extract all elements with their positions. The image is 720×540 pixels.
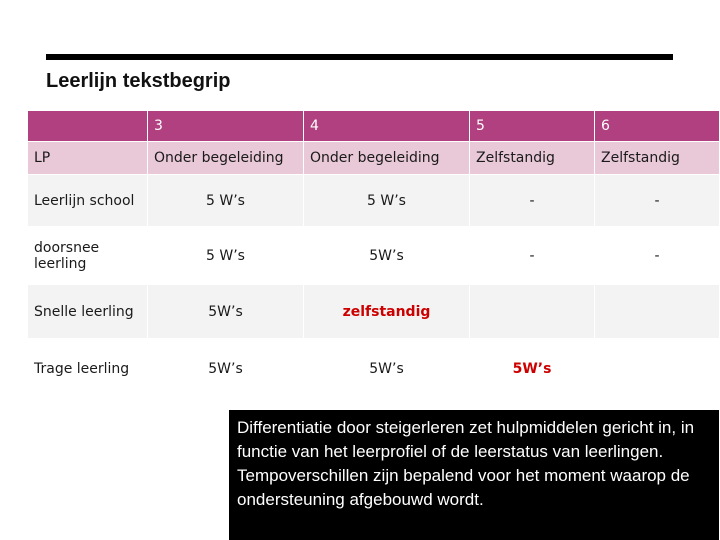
table-cell: - xyxy=(470,227,595,285)
table-row xyxy=(28,285,720,339)
table-cell: - xyxy=(595,227,720,285)
header-cell-empty xyxy=(28,111,148,142)
row-label: Leerlijn school xyxy=(28,175,148,227)
header-cell-level-4: Onder begeleiding xyxy=(304,142,470,175)
table-cell: 5W’s xyxy=(304,339,470,399)
highlight-cell: zelfstandig xyxy=(304,285,470,339)
table-cell xyxy=(470,285,595,339)
header-cell-grade-3: 3 xyxy=(148,111,304,142)
learning-line-table xyxy=(27,110,720,399)
highlight-cell: 5W’s xyxy=(470,339,595,399)
table-cell: - xyxy=(470,175,595,227)
header-cell-lp: LP xyxy=(28,142,148,175)
table-row xyxy=(28,175,720,227)
row-label: Snelle leerling xyxy=(28,285,148,339)
table-cell xyxy=(595,339,720,399)
header-cell-grade-4: 4 xyxy=(304,111,470,142)
header-cell-level-6: Zelfstandig xyxy=(595,142,720,175)
row-label: doorsnee leerling xyxy=(28,227,148,285)
top-rule xyxy=(46,54,673,60)
header-row-levels xyxy=(28,142,720,175)
table-cell: - xyxy=(595,175,720,227)
table-cell: 5 W’s xyxy=(148,227,304,285)
table-cell: 5W’s xyxy=(304,227,470,285)
callout-box: Differentiatie door steigerleren zet hulpmiddelen gericht in, in functie van het leerprofiel of de leerstatus van leerlingen. Tempoverschillen zijn bepalend voor het moment waarop de ondersteuning afgebouwd wordt. xyxy=(229,410,719,540)
header-cell-grade-5: 5 xyxy=(470,111,595,142)
table-cell: 5 W’s xyxy=(304,175,470,227)
table-cell xyxy=(595,285,720,339)
table-row xyxy=(28,227,720,285)
table-cell: 5W’s xyxy=(148,285,304,339)
table-row xyxy=(28,339,720,399)
header-row-grades xyxy=(28,111,720,142)
header-cell-level-3: Onder begeleiding xyxy=(148,142,304,175)
slide-title: Leerlijn tekstbegrip xyxy=(46,70,231,92)
table-cell: 5 W’s xyxy=(148,175,304,227)
row-label: Trage leerling xyxy=(28,339,148,399)
header-cell-grade-6: 6 xyxy=(595,111,720,142)
header-cell-level-5: Zelfstandig xyxy=(470,142,595,175)
table-cell: 5W’s xyxy=(148,339,304,399)
